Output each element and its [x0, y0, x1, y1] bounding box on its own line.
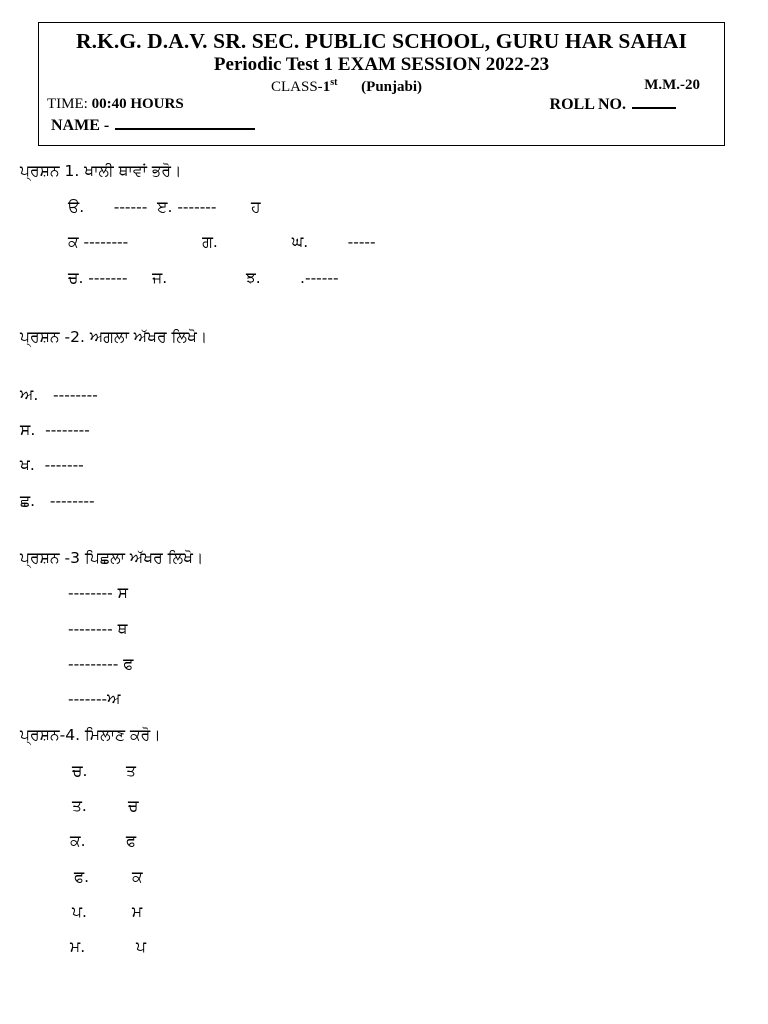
q3-row: --------- ਫ — [68, 655, 134, 673]
header-box — [38, 22, 725, 146]
q4-right-item: ਫ — [126, 832, 137, 850]
q3-row: -------- ਥ — [68, 620, 128, 638]
school-name: R.K.G. D.A.V. SR. SEC. PUBLIC SCHOOL, GURU HAR SAHAI — [75, 29, 688, 53]
q1-row: ੳ. ------ ੲ. ------- ਹ — [68, 198, 261, 216]
q1-row: ਕ -------- ਗ. ਘ. ----- — [68, 233, 376, 251]
q2-row: ਅ. -------- — [20, 386, 98, 404]
name-line — [51, 116, 255, 135]
q2-title: ਪ੍ਰਸ਼ਨ -2. ਅਗਲਾ ਅੱਖਰ ਲਿਖੋ। — [20, 328, 208, 346]
class-suffix: st — [330, 77, 338, 88]
q1-row: ਚ. ------- ਜ. ਝ. .------ — [68, 269, 339, 287]
q2-row: ਸ. -------- — [20, 421, 90, 439]
q4-left-item: ਫ. — [74, 868, 90, 886]
roll-label: ROLL NO. — [549, 96, 626, 113]
q4-left-item: ਤ. — [72, 797, 87, 815]
max-marks: M.M.-20 — [644, 77, 700, 93]
q2-row: ਖ. ------- — [20, 456, 84, 474]
time-label: TIME: — [47, 96, 88, 112]
q3-row: -------- ਸ — [68, 584, 128, 602]
q4-title: ਪ੍ਰਸ਼ਨ-4. ਮਿਲਾਣ ਕਰੋ। — [20, 726, 161, 744]
name-blank[interactable] — [115, 116, 255, 130]
class-number: 1 — [322, 79, 331, 95]
class-prefix: CLASS- — [271, 79, 323, 95]
q4-left-item: ਕ. — [70, 832, 86, 850]
q2-row: ਛ. -------- — [20, 492, 95, 510]
q3-row: -------ਅ — [68, 690, 121, 708]
q4-left-item: ਪ. — [72, 903, 87, 921]
time-value: 00:40 HOURS — [91, 96, 184, 112]
class-line — [271, 77, 422, 96]
q1-title: ਪ੍ਰਸ਼ਨ 1. ਖਾਲੀ ਥਾਵਾਂ ਭਰੋ। — [20, 162, 182, 180]
q4-right-item: ਮ — [132, 903, 143, 921]
exam-title: Periodic Test 1 EXAM SESSION 2022-23 — [213, 54, 550, 75]
q4-left-item: ਮ. — [70, 938, 86, 956]
q4-right-item: ਚ — [128, 797, 139, 815]
q4-left-item: ਚ. — [72, 762, 88, 780]
q4-right-item: ਤ — [126, 762, 136, 780]
time-line — [47, 96, 184, 113]
q4-right-item: ਕ — [132, 868, 143, 886]
q4-right-item: ਪ — [136, 938, 146, 956]
roll-number — [550, 95, 676, 114]
q3-title: ਪ੍ਰਸ਼ਨ -3 ਪਿਛਲਾ ਅੱਖਰ ਲਿਖੋ। — [20, 549, 204, 567]
name-label: NAME - — [51, 117, 110, 134]
roll-blank[interactable] — [632, 95, 676, 109]
subject: (Punjabi) — [361, 79, 423, 95]
